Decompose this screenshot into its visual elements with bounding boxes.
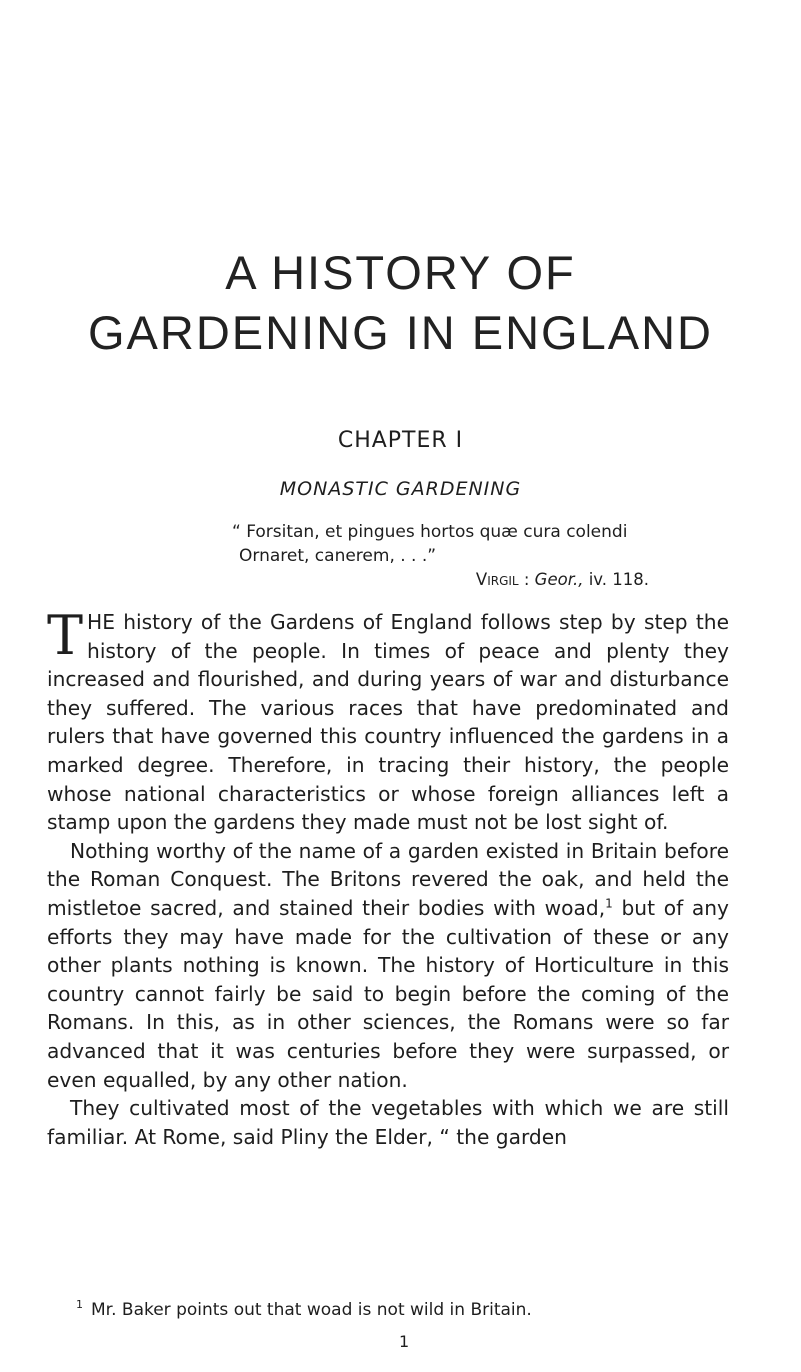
book-title-line-1: A HISTORY OF: [225, 246, 576, 299]
chapter-heading: CHAPTER I: [337, 428, 464, 453]
epigraph: [232, 520, 652, 568]
epigraph-reference: iv. 118.: [588, 570, 649, 589]
footnote: [76, 1300, 736, 1320]
epigraph-work: Geor.,: [534, 570, 584, 589]
book-title-line-2: GARDENING IN ENGLAND: [88, 306, 713, 359]
epigraph-line-1: “ Forsitan, et pingues hortos quæ cura colendi: [232, 522, 628, 542]
body-text: [47, 604, 729, 1151]
page-number: 1: [399, 1332, 410, 1351]
drop-cap: T: [47, 604, 84, 667]
epigraph-source: [476, 570, 649, 589]
paragraph-1: [47, 604, 729, 837]
paragraph-2-text-a: Nothing worthy of the name of a garden existed in Britain before the Roman Conquest. The Britons revered the oak, and held the mistletoe sacred, and stained their bodies with woad,: [47, 838, 729, 920]
footnote-marker: 1: [76, 1298, 83, 1312]
paragraph-3: [47, 1094, 729, 1151]
paragraph-2-text-b: but of any efforts they may have made for the cultivation of these or any other plants nothing is known. The history of Horticulture in this country cannot fairly be said to begin before the coming of the Romans. In this, as in other sciences, the Romans were so far advanced that it was centuries before they were surpassed, or even equalled, by any other nation.: [47, 895, 729, 1092]
epigraph-line-2: Ornaret, canerem, . . .”: [239, 546, 437, 566]
footnote-reference[interactable]: 1: [605, 896, 613, 911]
footnote-text: Mr. Baker points out that woad is not wild in Britain.: [91, 1300, 532, 1320]
chapter-subtitle: MONASTIC GARDENING: [279, 478, 522, 500]
paragraph-2: [47, 837, 729, 1094]
paragraph-1-text: HE history of the Gardens of England follows step by step the history of the people. In times of peace and plenty they increased and flourished, and during years of war and disturbance they suffered. The various races that have predominated and rulers that have governed this country influenced the gardens in a marked degree. Therefore, in tracing their history, the people whose national characteristics or whose foreign alliances left a stamp upon the gardens they made must not be lost sight of.: [47, 610, 729, 835]
epigraph-author: Virgil :: [475, 570, 530, 589]
paragraph-3-text: They cultivated most of the vegetables with which we are still familiar. At Rome, said Pliny the Elder, “ the garden: [47, 1096, 729, 1149]
